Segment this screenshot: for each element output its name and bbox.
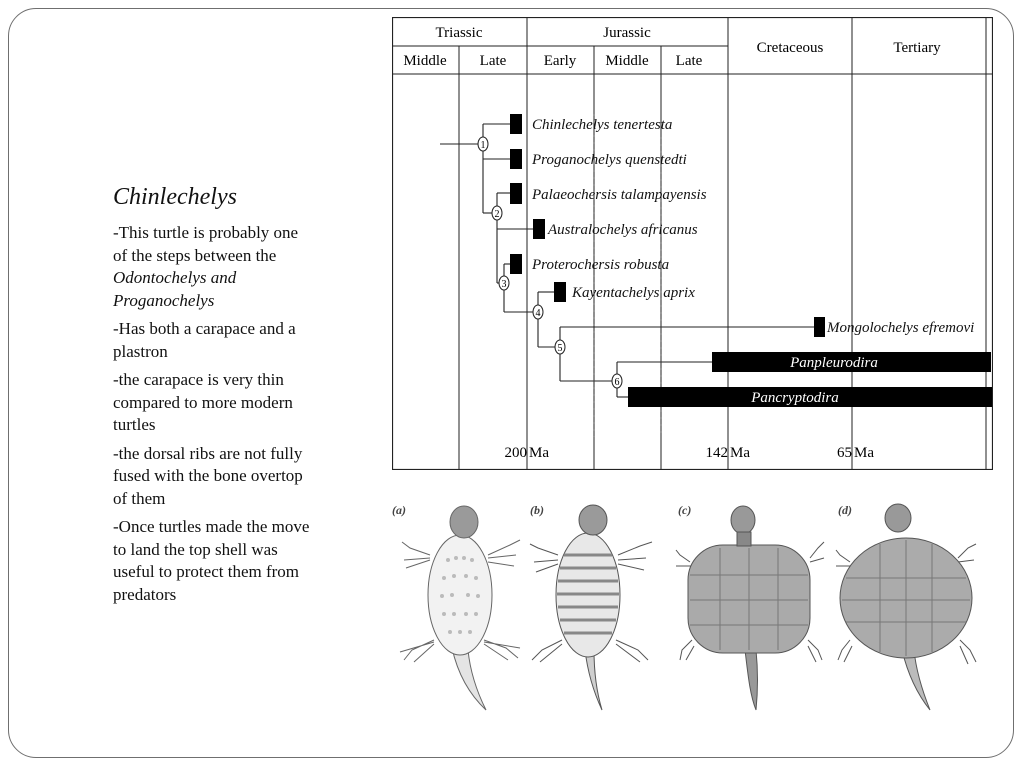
period-label: Jurassic	[603, 25, 651, 41]
epoch-label: Middle	[605, 53, 649, 69]
slide-title: Chinlechelys	[113, 184, 237, 210]
turtle-illustration-d	[836, 504, 976, 710]
bullet-text: This turtle is probably one of the steps between the	[113, 223, 299, 265]
period-label: Triassic	[435, 25, 483, 41]
range-bar	[510, 149, 522, 169]
epoch-label: Late	[479, 53, 507, 69]
bullet-text: Has both a carapace and a plastron	[113, 319, 296, 361]
range-bar	[814, 317, 825, 337]
range-bar	[533, 219, 545, 239]
bullet-dash: -	[113, 443, 119, 463]
bullet-paragraph	[113, 443, 313, 511]
node-number: 6	[614, 377, 620, 388]
bullet-text: Once turtles made the move to land the top shell was useful to protect them from predators	[113, 517, 310, 604]
bullet-dash: -	[113, 319, 119, 338]
bullet-text: the dorsal ribs are not fully fused with the bone overtop of them	[113, 443, 303, 508]
epoch-label: Late	[675, 53, 703, 69]
panel-label: (b)	[530, 503, 544, 517]
turtle-reconstruction-figure	[390, 500, 1004, 714]
node-number: 5	[557, 343, 563, 354]
panel-label: (c)	[678, 503, 692, 517]
range-bar	[510, 183, 522, 204]
time-mark-value: 142	[705, 445, 728, 461]
time-mark-unit: Ma	[730, 445, 750, 461]
phylogeny-figure	[392, 17, 993, 470]
taxon-label: Proterochersis robusta	[532, 257, 670, 273]
range-bar	[554, 282, 566, 302]
range-bar	[510, 254, 522, 274]
time-mark-unit: Ma	[529, 445, 549, 461]
node-number: 2	[494, 209, 500, 220]
time-mark-value: 65	[837, 445, 852, 461]
taxon-label: Chinlechelys tenertesta	[532, 117, 673, 133]
taxon-label: Proganochelys quenstedti	[532, 152, 687, 168]
clade-label: Panpleurodira	[790, 355, 878, 371]
epoch-label: Early	[543, 53, 577, 69]
node-number: 1	[480, 140, 486, 151]
bullet-paragraph	[113, 516, 313, 606]
bullet-list	[113, 222, 313, 606]
period-label: Tertiary	[893, 40, 941, 56]
bullet-text: the carapace is very thin compared to more modern turtles	[113, 370, 293, 434]
text-column	[113, 182, 313, 612]
taxon-label: Mongolochelys efremovi	[827, 320, 975, 336]
node-number: 4	[535, 308, 541, 319]
panel-label: (d)	[838, 503, 852, 517]
taxon-label: Australochelys africanus	[548, 222, 698, 238]
range-bar	[510, 114, 522, 134]
turtle-illustration-a	[400, 506, 520, 710]
taxon-label: Palaeochersis talampayensis	[532, 187, 707, 203]
bullet-dash: -	[113, 370, 119, 389]
bullet-paragraph	[113, 369, 313, 437]
bullet-paragraph	[113, 222, 313, 312]
period-label: Cretaceous	[756, 40, 824, 56]
clade-label: Pancryptodira	[751, 390, 839, 406]
taxon-label: Kayentachelys aprix	[572, 285, 695, 301]
panel-label: (a)	[392, 503, 406, 517]
epoch-label: Middle	[403, 53, 447, 69]
turtle-illustration-c	[676, 506, 824, 710]
bullet-paragraph	[113, 318, 313, 363]
bullet-dash: -	[113, 223, 119, 242]
node-number: 3	[501, 279, 507, 290]
turtle-illustration-b	[530, 505, 652, 710]
bullet-dash: -	[113, 517, 119, 536]
time-mark-unit: Ma	[854, 445, 874, 461]
bullet-italic-text: Odontochelys and Proganochelys	[113, 268, 237, 310]
time-mark-value: 200	[504, 445, 527, 461]
